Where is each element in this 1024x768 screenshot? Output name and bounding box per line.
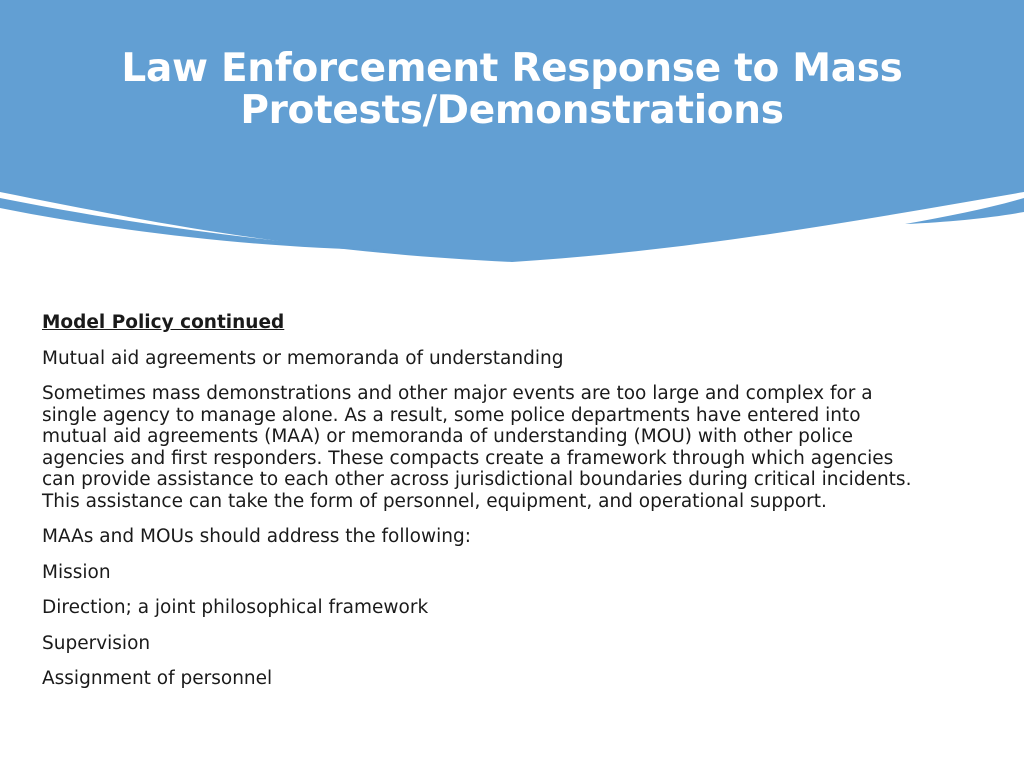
slide-title [60, 48, 964, 132]
header-banner [0, 0, 1024, 270]
list-item-assignment: Assignment of personnel [42, 668, 273, 689]
slide-title-line-2: Protests/Demonstrations [240, 88, 784, 133]
section-heading: Model Policy continued [42, 312, 285, 333]
list-item-supervision: Supervision [42, 632, 151, 654]
slide-body [42, 312, 922, 704]
list-item-direction: Direction; a joint philosophical framework [42, 597, 429, 618]
slide-title-line-1: Law Enforcement Response to Mass [121, 46, 903, 91]
list-item-mission: Mission [42, 561, 111, 583]
list-intro: MAAs and MOUs should address the following: [42, 526, 471, 547]
subheading: Mutual aid agreements or memoranda of understanding [42, 347, 564, 369]
body-paragraph: Sometimes mass demonstrations and other major events are too large and complex for a single agency to manage alone. As a result, some police departments have entered into mutual aid agreements (MAA) or memoranda of understanding (MOU) with other police agencies and first responders. These compacts create a framework through which agencies can provide assistance to each other across jurisdictional boundaries during critical incidents. This assistance can take the form of personnel, equipment, and operational support. [42, 383, 912, 512]
